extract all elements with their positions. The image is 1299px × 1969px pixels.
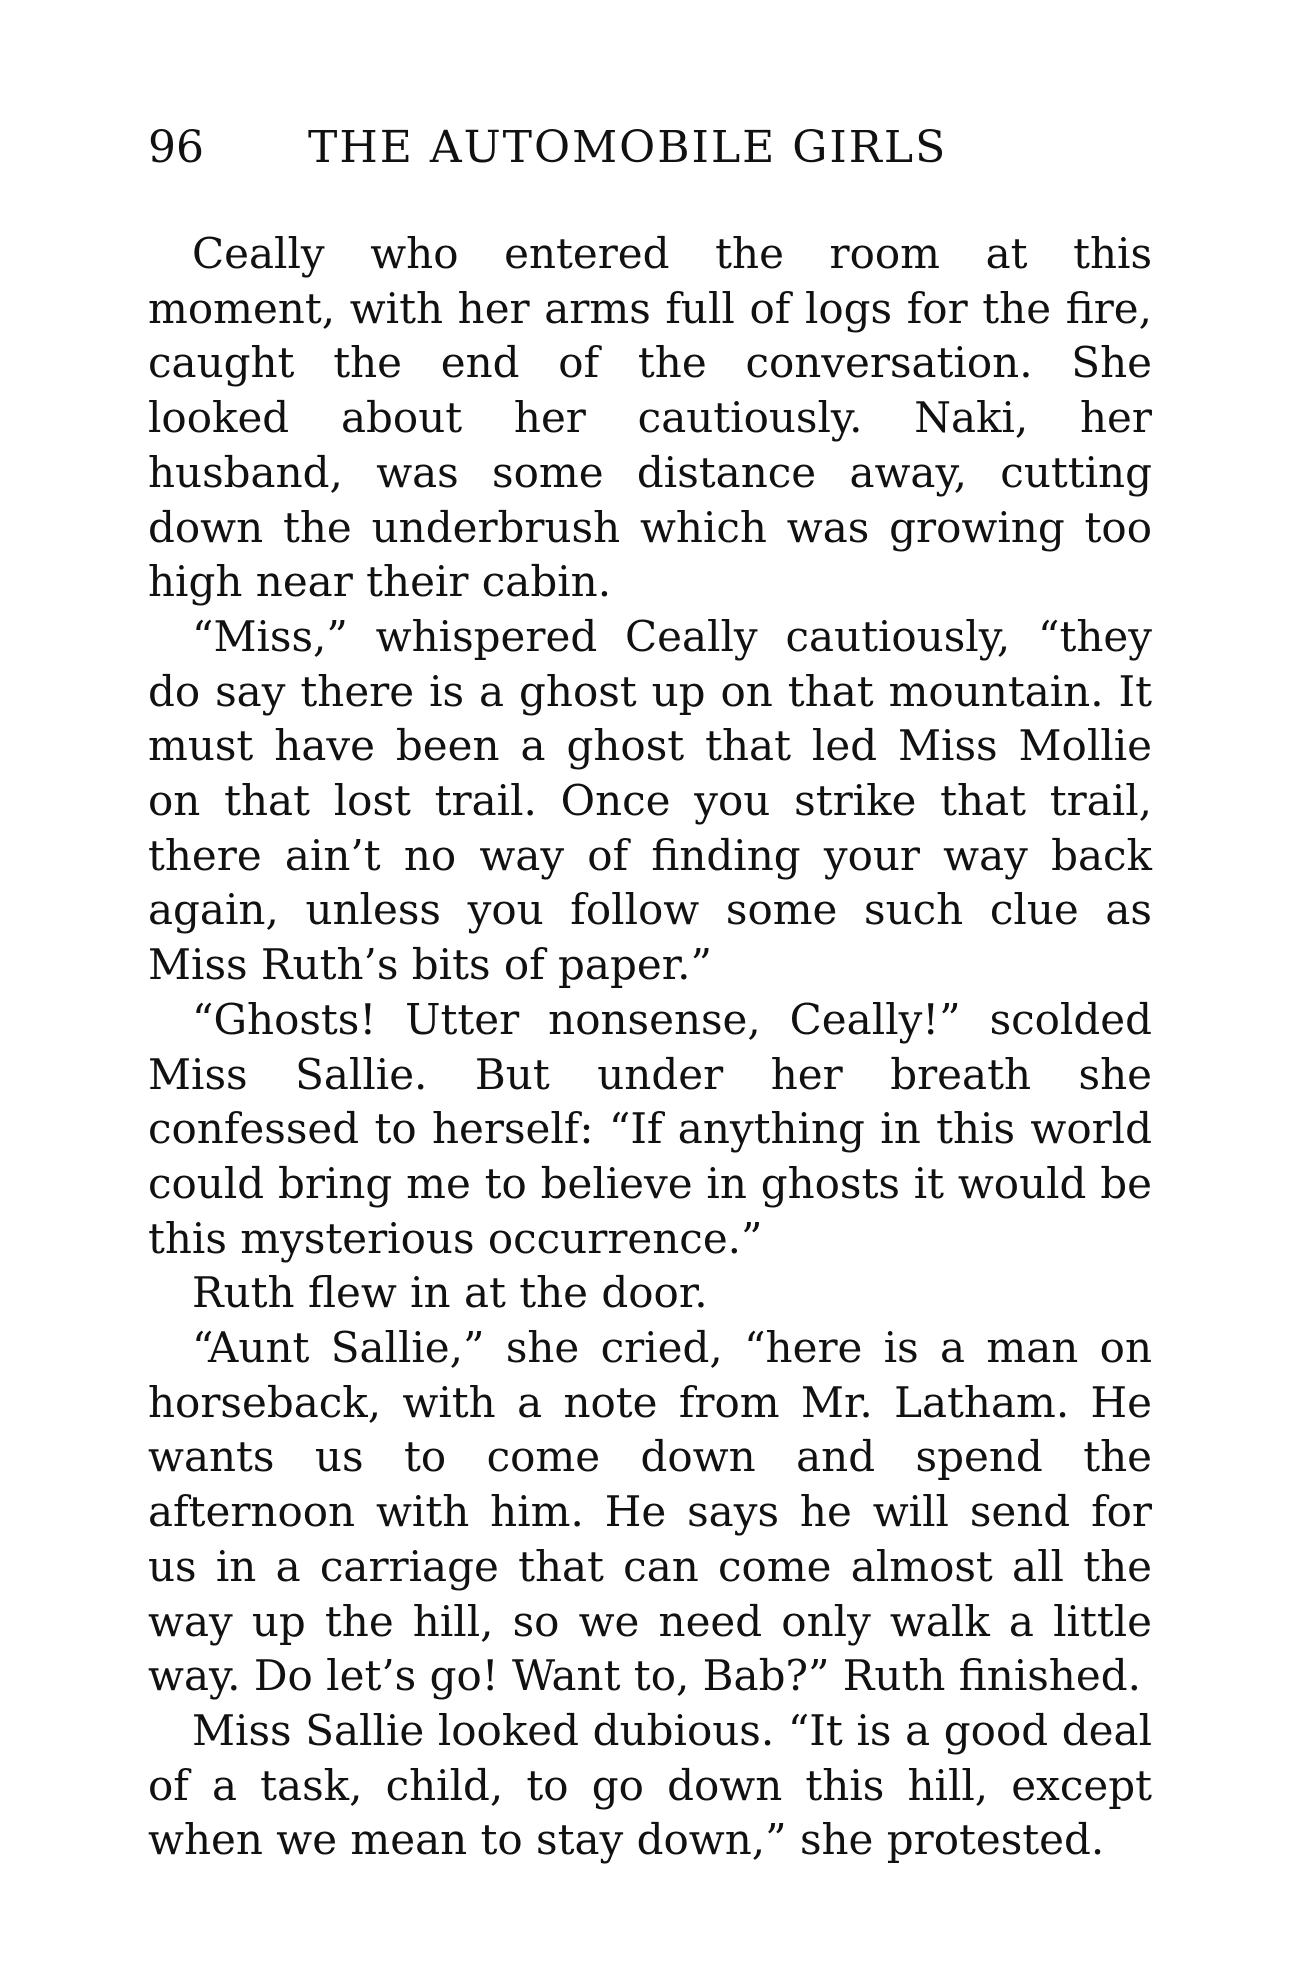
body-text (148, 227, 1152, 1868)
page-header (148, 118, 1158, 178)
running-title: THE AUTOMOBILE GIRLS (308, 122, 948, 173)
paragraph: Ceally who entered the room at this moment, with her arms full of logs for the fire, caught the end of the conversation. She looked about her cautiously. Naki, her husband, was some distance away, cutting down the underbrush which was growing too high near their cabin. (148, 229, 1152, 607)
paragraph: Ruth flew in at the door. (192, 1268, 708, 1318)
paragraph: “Aunt Sallie,” she cried, “here is a man on horseback, with a note from Mr. Latham. He wants us to come down and spend the afternoon with him. He says he will send for us in a carriage that can come almost all the way up the hill, so we need only walk a little way. Do let’s go! Want to, Bab?” Ruth finished. (148, 1323, 1152, 1701)
paragraph: “Ghosts! Utter nonsense, Ceally!” scolded Miss Sallie. But under her breath she confessed to herself: “If anything in this world could bring me to believe in ghosts it would be this mysterious occurrence.” (148, 994, 1152, 1263)
page-number: 96 (148, 122, 204, 173)
paragraph: Miss Sallie looked dubious. “It is a good deal of a task, child, to go down this hill, except when we mean to stay down,” she protested. (148, 1705, 1152, 1865)
paragraph: “Miss,” whispered Ceally cautiously, “they do say there is a ghost up on that mountain. It must have been a ghost that led Miss Mollie on that lost trail. Once you strike that trail, there ain’t no way of finding your way back again, unless you follow some such clue as Miss Ruth’s bits of paper.” (148, 611, 1152, 990)
